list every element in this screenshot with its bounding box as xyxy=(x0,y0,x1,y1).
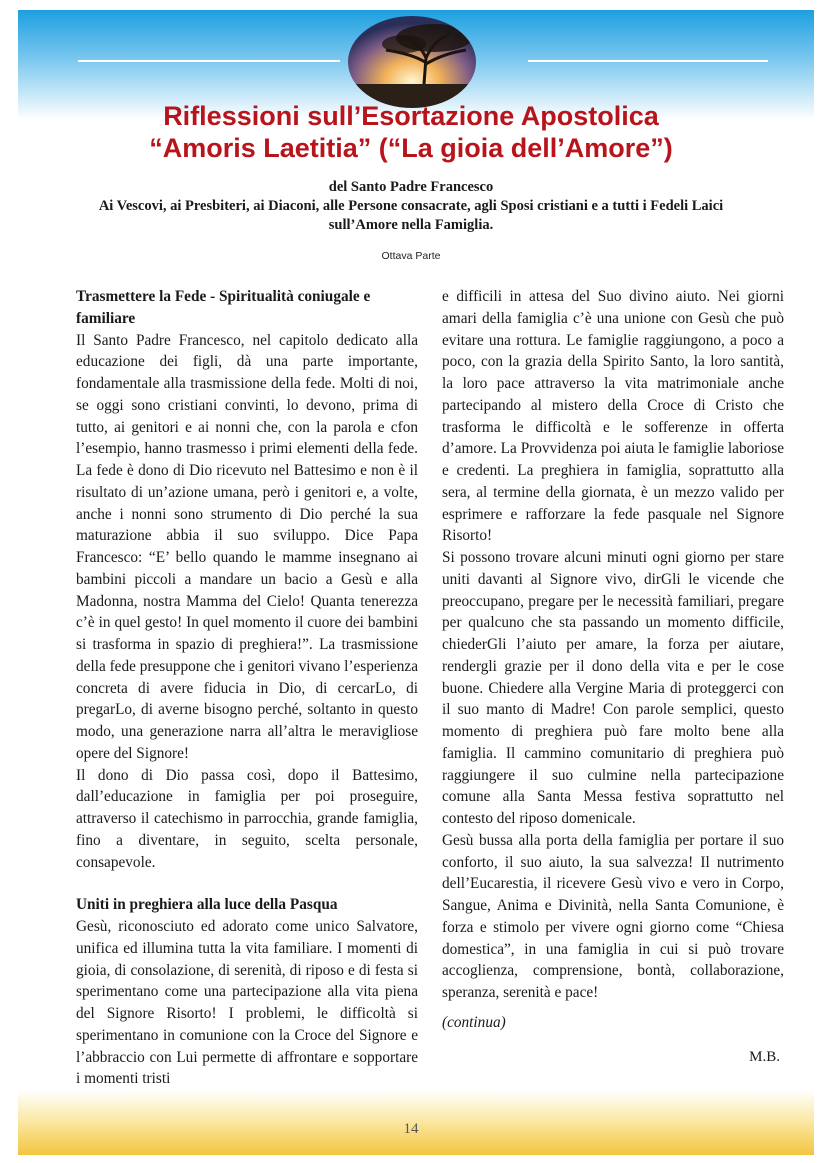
section-heading-1: Trasmettere la Fede - Spiritualità coniugale e familiare xyxy=(76,288,371,327)
part-label: Ottava Parte xyxy=(381,250,441,262)
subtitle-author: del Santo Padre Francesco xyxy=(328,179,494,195)
subtitle-recipients: Ai Vescovi, ai Presbiteri, ai Diaconi, alle Persone consacrate, agli Sposi cristiani e a tutti i Fedeli Laici xyxy=(98,198,724,214)
tree-sunset-emblem xyxy=(346,14,478,110)
column-left xyxy=(76,286,418,1090)
subtitle-block xyxy=(0,178,822,235)
author-signature: M.B. xyxy=(749,1049,780,1065)
continued-note: (continua) xyxy=(442,1013,506,1031)
title-line-1: Riflessioni sull’Esortazione Apostolica xyxy=(163,101,659,131)
column-right xyxy=(442,286,784,1034)
title-line-2: “Amoris Laetitia” (“La gioia dell’Amore”) xyxy=(149,133,673,163)
paragraph-3-continued: e difficili in attesa del Suo divino aiuto. Nei giorni amari della famiglia c’è una unione con Gesù che può evitare una rottura. Le famiglie raggiungono, a poco a poco, con la grazia della Spirito Santo, la loro santità, la loro pace attraverso la vita matrimoniale anche partecipando al mistero della Croce di Cristo che trasforma le difficoltà e le sofferenze in offerta d’amore. La Provvidenza poi aiuta le famiglie laboriose e credenti. La preghiera in famiglia, soprattutto alla sera, al termine della giornata, è un mezzo valido per esprimere e rafforzare la fede pasquale nel Signore Risorto! xyxy=(442,288,784,545)
section-heading-2: Uniti in preghiera alla luce della Pasqua xyxy=(76,896,338,914)
paragraph-2: Il dono di Dio passa così, dopo il Battesimo, dall’educazione in famiglia per poi proseguire, attraverso il catechismo in parrocchia, grande famiglia, fino a diventare, in seguito, scelta personale, consapevole. xyxy=(76,766,418,871)
header-rule-right xyxy=(528,60,768,62)
header-rule-left xyxy=(78,60,340,62)
page-title xyxy=(0,100,822,164)
page-number: 14 xyxy=(403,1121,419,1137)
paragraph-1: Il Santo Padre Francesco, nel capitolo dedicato alla educazione dei figli, dà una parte importante, fondamentale alla trasmissione della fede. Molti di noi, se oggi sono cristiani convinti, lo devono, prima di tutto, ai genitori e ai nonni che, con la parola e cfon l’esempio, hanno trasmesso i primi elementi della fede. La fede è dono di Dio ricevuto nel Battesimo e non è il risultato di un’azione umana, però i genitori e, a volte, anche i nonni sono strumento di Dio perché la sua maturazione abbia il suo sviluppo. Dice Papa Francesco: “E’ bello quando le mamme insegnano ai bambini piccoli a mandare un bacio a Gesù e alla Madonna, nostra Mamma del Cielo! Quanta tenerezza c’è in quel gesto! In quel momento il cuore dei bambini si trasforma in spazio di preghiera!”. La trasmissione della fede presuppone che i genitori vivano l’esperienza concreta di avere fiducia in Dio, di cercarLo, di pregarLo, di averne bisogno perché, soltanto in questo modo, una generazione narra all’altra le meravigliose opere del Signore! xyxy=(76,331,418,762)
paragraph-3: Gesù, riconosciuto ed adorato come unico Salvatore, unifica ed illumina tutta la vita familiare. I momenti di gioia, di consolazione, di serenità, di riposo e di festa si sperimentano come una partecipazione alla vita piena del Signore Risorto! I problemi, le difficoltà si sperimentano in comunione con la Croce del Signore e l’abbraccio con Lui permette di affrontare e sopportare i momenti tristi xyxy=(76,918,418,1088)
paragraph-5: Gesù bussa alla porta della famiglia per portare il suo conforto, il suo aiuto, la sua salvezza! Il nutrimento dell’Eucarestia, il ricevere Gesù vivo e vero in Corpo, Sangue, Anima e Divinità, nella Santa Comunione, è forza e stimolo per vivere ogni giorno come “Chiesa domestica”, in una famiglia in cui si può trovare accoglienza, comprensione, bontà, collaborazione, speranza, serenità e pace! xyxy=(442,831,784,1001)
paragraph-4: Si possono trovare alcuni minuti ogni giorno per stare uniti davanti al Signore vivo, dirGli le vicende che preoccupano, pregare per le necessità familiari, pregare per qualcuno che sta passando un momento difficile, chiederGli l’aiuto per amare, la forza per aiutare, rendergli grazie per il dono della vita e per le cose buone. Chiedere alla Vergine Maria di proteggerci con il suo manto di Madre! Con parole semplici, questo momento di preghiera può fare molto bene alla famiglia. Il cammino comunitario di preghiera può raggiungere il suo culmine nella partecipazione comune alla Santa Messa festiva soprattutto nel contesto del riposo domenicale. xyxy=(442,549,784,827)
subtitle-topic: sull’Amore nella Famiglia. xyxy=(328,217,494,233)
